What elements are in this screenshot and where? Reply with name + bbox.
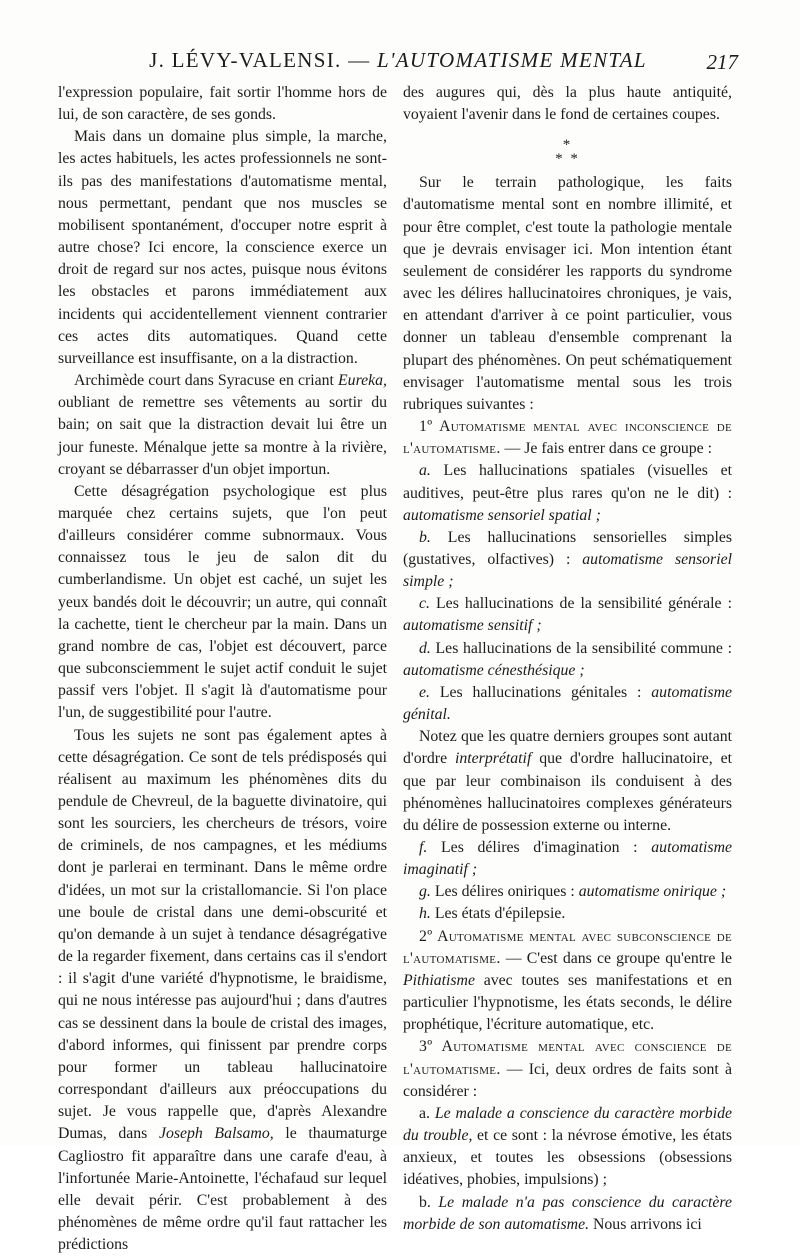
asterisk-bottom: * * <box>555 151 580 168</box>
emphasis: Eureka, <box>338 372 387 390</box>
paragraph: Archimède court dans Syracuse en criant Eureka, oubliant de remettre ses vêtements au sortir du bain; on sait que la distraction devait lui être un jour funeste. Ménalque jette sa montre à la rivière, croyant se débarrasser d'un objet importun. <box>58 372 387 478</box>
group-heading: 2º Automatisme mental avec subconscience de l'automatisme. <box>403 927 732 967</box>
article-title: L'AUTOMATISME MENTAL <box>377 48 647 72</box>
paragraph: des augures qui, dès la plus haute antiquité, voyaient l'avenir dans le fond de certaines coupes. <box>403 84 732 124</box>
list-item: a. Le malade a conscience du caractère morbide du trouble, et ce sont : la névrose émotive, les états anxieux, et toutes les obsessions (obsessions idéatives, phobies, impulsions) ; <box>403 1104 733 1189</box>
term: automatisme imaginatif ; <box>403 839 733 879</box>
asterisk-top: * <box>562 137 573 154</box>
list-item: h. Les états d'épilepsie. <box>419 905 566 923</box>
paragraph: Notez que les quatre derniers groupes sont autant d'ordre interprétatif que d'ordre hallucinatoire, et que par leur combinaison ils conduisent à des phénomènes hallucinatoires complexes générateurs du délire de possession externe ou interne. <box>403 728 733 834</box>
list-item: g. Les délires oniriques : automatisme onirique ; <box>419 883 727 901</box>
group-heading: 1º Automatisme mental avec inconscience de l'automatisme. <box>403 418 732 458</box>
paragraph: Mais dans un domaine plus simple, la marche, les actes habituels, les actes professionnels ne sont-ils pas des manifestations d'automatisme mental, nous permettant, pendant que nos muscles se mobilisent spontanément, d'occuper notre esprit à autre chose? Ici encore, la conscience exerce un droit de regard sur nos actes, puisque nous évitons les obstacles et parons immédiatement aux incidents qui accidentellement viennent contrarier ces actes dits automatiques. Quand cette surveillance est insuffisante, on a la distraction. <box>58 128 387 367</box>
group-1: 1º Automatisme mental avec inconscience de l'automatisme. — Je fais entrer dans ce groupe : <box>403 418 732 458</box>
term: Le malade a conscience du caractère morbide du trouble, <box>403 1104 733 1145</box>
group-3: 3º Automatisme mental avec conscience de l'automatisme. — Ici, deux ordres de faits sont à considérer : <box>403 1038 732 1100</box>
author-name: J. LÉVY-VALENSI. <box>149 48 342 72</box>
list-item: e. Les hallucinations génitales : automatisme génital. <box>403 683 733 724</box>
right-column <box>403 82 732 1236</box>
group-2: 2º Automatisme mental avec subconscience de l'automatisme. — C'est dans ce groupe qu'entre le Pithiatisme avec toutes ses manifestations et en particulier l'hypnotisme, les états seconds, le délire prophétique, l'écriture automatique, etc. <box>403 927 732 1034</box>
list-item: d. Les hallucinations de la sensibilité commune : automatisme cénesthésique ; <box>403 639 732 679</box>
book-title: Joseph Balsamo, <box>158 1125 274 1143</box>
list-item: b. Les hallucinations sensorielles simples (gustatives, olfactives) : automatisme sensoriel simple ; <box>403 528 732 591</box>
list-item: c. Les hallucinations de la sensibilité générale : automatisme sensitif ; <box>403 595 733 635</box>
page-number: 217 <box>706 50 738 74</box>
section-separator <box>403 126 732 172</box>
term: automatisme cénesthésique ; <box>403 661 585 679</box>
term: automatisme sensoriel simple ; <box>403 550 732 591</box>
paragraph: l'expression populaire, fait sortir l'homme hors de lui, de son caractère, de ses gonds. <box>58 84 387 124</box>
running-head <box>58 48 738 82</box>
paragraph: Sur le terrain pathologique, les faits d'automatisme mental sont en nombre illimité, et pour être complet, c'est toute la pathologie mentale que je devrais envisager ici. Mon intention étant seulement de considérer les rapports du syndrome avec les délires hallucinatoires chroniques, je vais, en attendant d'arriver à ce point particulier, vous donner un tableau d'ensemble comprenant la plupart des phénomènes. On peut schématiquement envisager l'automatisme mental sous les trois rubriques suivantes : <box>403 174 732 413</box>
term: Le malade n'a pas conscience du caractère morbide de son automatisme. <box>403 1193 732 1233</box>
list-item: b. Le malade n'a pas conscience du caractère morbide de son automatisme. Nous arrivons ici <box>403 1193 732 1233</box>
running-title <box>138 48 658 73</box>
group-heading: 3º Automatisme mental avec conscience de l'automatisme. <box>403 1038 732 1078</box>
list-item: f. Les délires d'imagination : automatisme imaginatif ; <box>403 839 733 879</box>
term: interprétatif <box>454 750 532 768</box>
term: automatisme onirique ; <box>578 883 727 901</box>
term: automatisme sensitif ; <box>403 617 542 635</box>
paragraph: Cette désagrégation psychologique est plus marquée chez certains sujets, que l'on peut d'ailleurs considérer comme subnormaux. Vous connaissez tous le jeu de salon dit du cumberlandisme. Un objet est caché, un sujet les yeux bandés doit le découvrir; un autre, qui connaît la cachette, tient le chercheur par la main. Dans un grand nombre de cas, l'objet est découvert, parce que subconsciemment le sujet actif conduit le sujet passif vers l'objet. Il s'agit là d'automatisme pour l'un, de suggestibilité pour l'autre. <box>58 482 387 722</box>
title-dash: — <box>348 48 371 72</box>
left-column <box>58 82 387 1256</box>
paragraph: Tous les sujets ne sont pas également aptes à cette désagrégation. Ce sont de tels prédisposés qui réalisent au maximum les phénomènes dits du pendule de Chevreul, de la baguette divinatoire, qui sont les sourciers, les chercheurs de trésors, voire de criminels, de nos campagnes, et les médiums dont je parlerai en terminant. Dans le même ordre d'idées, un mot sur la cristallomancie. Si l'on place une boule de cristal dans une demi-obscurité et qu'on demande à un sujet à tendance désagrégative de la regarder fixement, dans certains cas il s'endort : il s'agit d'une variété d'hypnotisme, le braidisme, qui ne nous intéresse pas aujourd'hui ; dans d'autres cas se dessinent dans la boule de cristal des images, d'abord informes, qui finissent par prendre corps pour former un tableau hallucinatoire correspondant d'ailleurs aux préoccupations du sujet. Je vous rappelle que, d'après Alexandre Dumas, dans Joseph Balsamo, le thaumaturge Cagliostro fit apparaître dans une carafe d'eau, à l'infortunée Marie-Antoinette, l'échafaud sur lequel elle devait périr. C'est probablement à des phénomènes de même ordre qu'il faut rattacher les prédictions <box>58 726 388 1254</box>
list-item: a. Les hallucinations spatiales (visuelles et auditives, peut-être plus rares qu'on ne le dit) : automatisme sensoriel spatial ; <box>403 462 733 524</box>
term: automatisme sensoriel spatial ; <box>403 506 601 524</box>
term: automatisme génital. <box>403 683 733 724</box>
term: Pithiatisme <box>403 971 475 989</box>
